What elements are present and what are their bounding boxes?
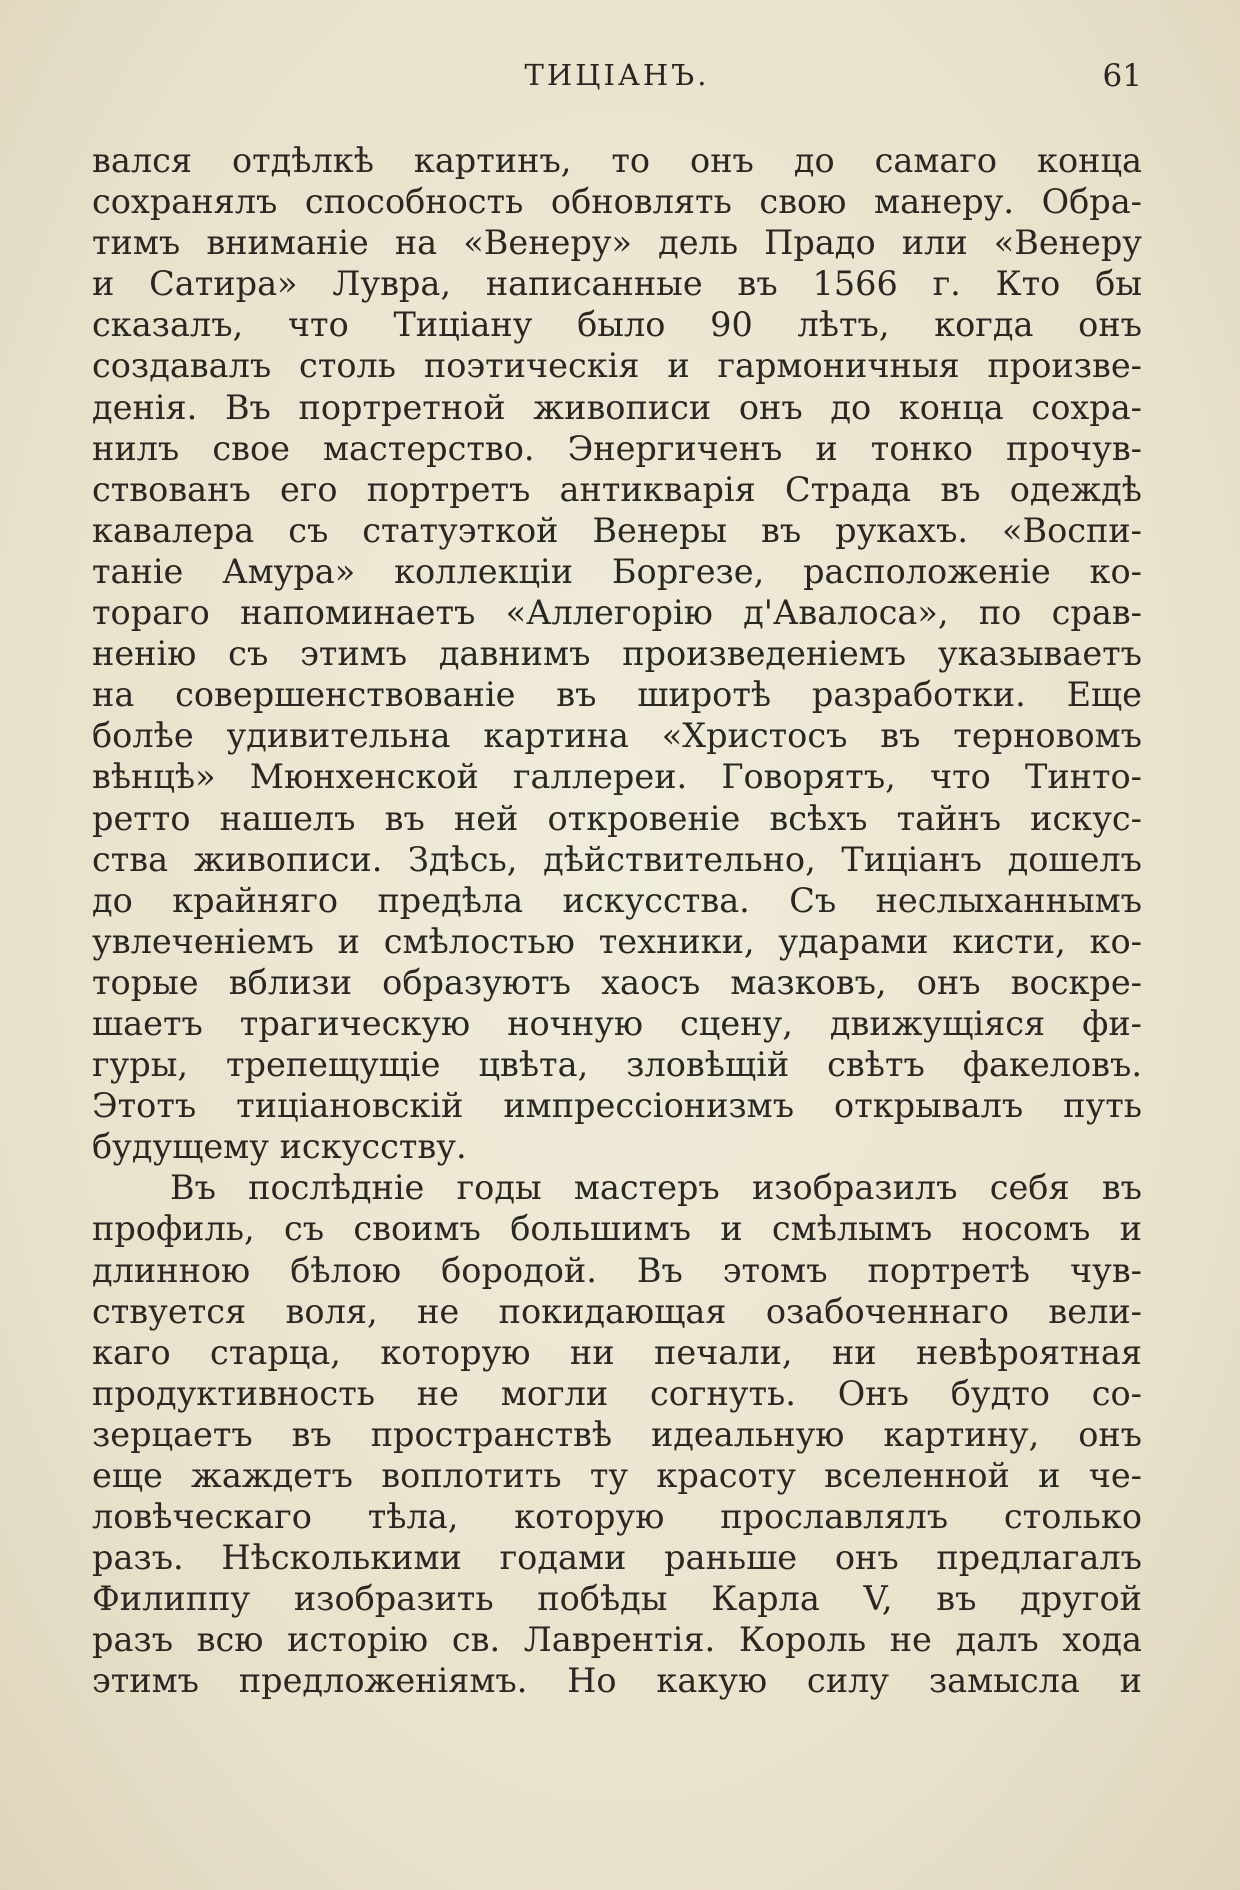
text-line: разъ. Нѣсколькими годами раньше онъ предлагалъ: [92, 1538, 1142, 1578]
text-line: до крайняго предѣла искусства. Съ неслыханнымъ: [92, 880, 1142, 920]
text-line: увлеченіемъ и смѣлостью техники, ударами кисти, ко-: [92, 921, 1142, 961]
text-line: ствованъ его портретъ антикварія Страда въ одеждѣ: [92, 469, 1142, 509]
text-line: Этотъ тиціановскій импрессіонизмъ открывалъ путь: [92, 1086, 1142, 1126]
text-line: ненію съ этимъ давнимъ произведеніемъ указываетъ: [92, 634, 1142, 674]
text-line: Въ послѣдніе годы мастеръ изобразилъ себя въ: [170, 1168, 1142, 1208]
text-line: разъ всю исторію св. Лаврентія. Король не далъ хода: [92, 1620, 1142, 1660]
text-line: создавалъ столь поэтическія и гармоничныя произве-: [92, 346, 1142, 386]
text-line: сказалъ, что Тиціану было 90 лѣтъ, когда онъ: [92, 305, 1142, 345]
text-line: профиль, съ своимъ большимъ и смѣлымъ носомъ и: [92, 1209, 1142, 1249]
text-line: ствуется воля, не покидающая озабоченнаго вели-: [92, 1291, 1142, 1331]
text-line: и Сатира» Лувра, написанные въ 1566 г. Кто бы: [92, 264, 1142, 304]
text-line: шаетъ трагическую ночную сцену, движущіяся фи-: [92, 1003, 1142, 1043]
text-line: каго старца, которую ни печали, ни невѣроятная: [92, 1332, 1142, 1372]
text-line: гуры, трепещущіе цвѣта, зловѣщій свѣтъ факеловъ.: [92, 1045, 1142, 1085]
page-header: [92, 58, 1142, 102]
text-line: таніе Амура» коллекціи Боргезе, расположеніе ко-: [92, 551, 1142, 591]
text-line: вался отдѣлкѣ картинъ, то онъ до самаго конца: [92, 141, 1142, 180]
text-line: ретто нашелъ въ ней откровеніе всѣхъ тайнъ искус-: [92, 798, 1142, 838]
text-line: будущему искусству.: [92, 1127, 467, 1167]
body-text: [92, 140, 1142, 1702]
text-line: тораго напоминаетъ «Аллегорію д'Авалоса», по срав-: [92, 593, 1142, 633]
text-line: вѣнцѣ» Мюнхенской галлереи. Говорятъ, что Тинто-: [92, 757, 1142, 797]
text-line: ства живописи. Здѣсь, дѣйствительно, Тиціанъ дошелъ: [92, 839, 1142, 879]
text-line: еще жаждетъ воплотить ту красоту вселенной и че-: [92, 1456, 1142, 1495]
text-line: этимъ предложеніямъ. Но какую силу замысла и: [92, 1661, 1142, 1701]
text-line: длинною бѣлою бородой. Въ этомъ портретѣ чув-: [92, 1250, 1142, 1290]
text-line: тимъ вниманіе на «Венеру» дель Прадо или «Венеру: [92, 223, 1142, 263]
text-line: на совершенствованіе въ широтѣ разработки. Еще: [92, 675, 1142, 715]
text-line: торые вблизи образуютъ хаосъ мазковъ, онъ воскре-: [92, 962, 1142, 1002]
text-line: денія. Въ портретной живописи онъ до конца сохра-: [92, 387, 1142, 427]
text-line: зерцаетъ въ пространствѣ идеальную картину, онъ: [92, 1414, 1142, 1454]
text-line: кавалера съ статуэткой Венеры въ рукахъ. «Воспи-: [92, 510, 1142, 550]
text-line: продуктивность не могли согнуть. Онъ будто со-: [92, 1373, 1142, 1413]
text-line: Филиппу изобразить побѣды Карла V, въ другой: [92, 1579, 1142, 1619]
page-number: 61: [1102, 58, 1142, 94]
text-line: болѣе удивительна картина «Христосъ въ терновомъ: [92, 716, 1142, 756]
running-title: ТИЦІАНЪ.: [524, 58, 710, 92]
text-line: ловѣческаго тѣла, которую прославлялъ столько: [92, 1497, 1142, 1537]
text-line: нилъ свое мастерство. Энергиченъ и тонко прочув-: [92, 428, 1142, 468]
text-line: сохранялъ способность обновлять свою манеру. Обра-: [92, 182, 1142, 222]
